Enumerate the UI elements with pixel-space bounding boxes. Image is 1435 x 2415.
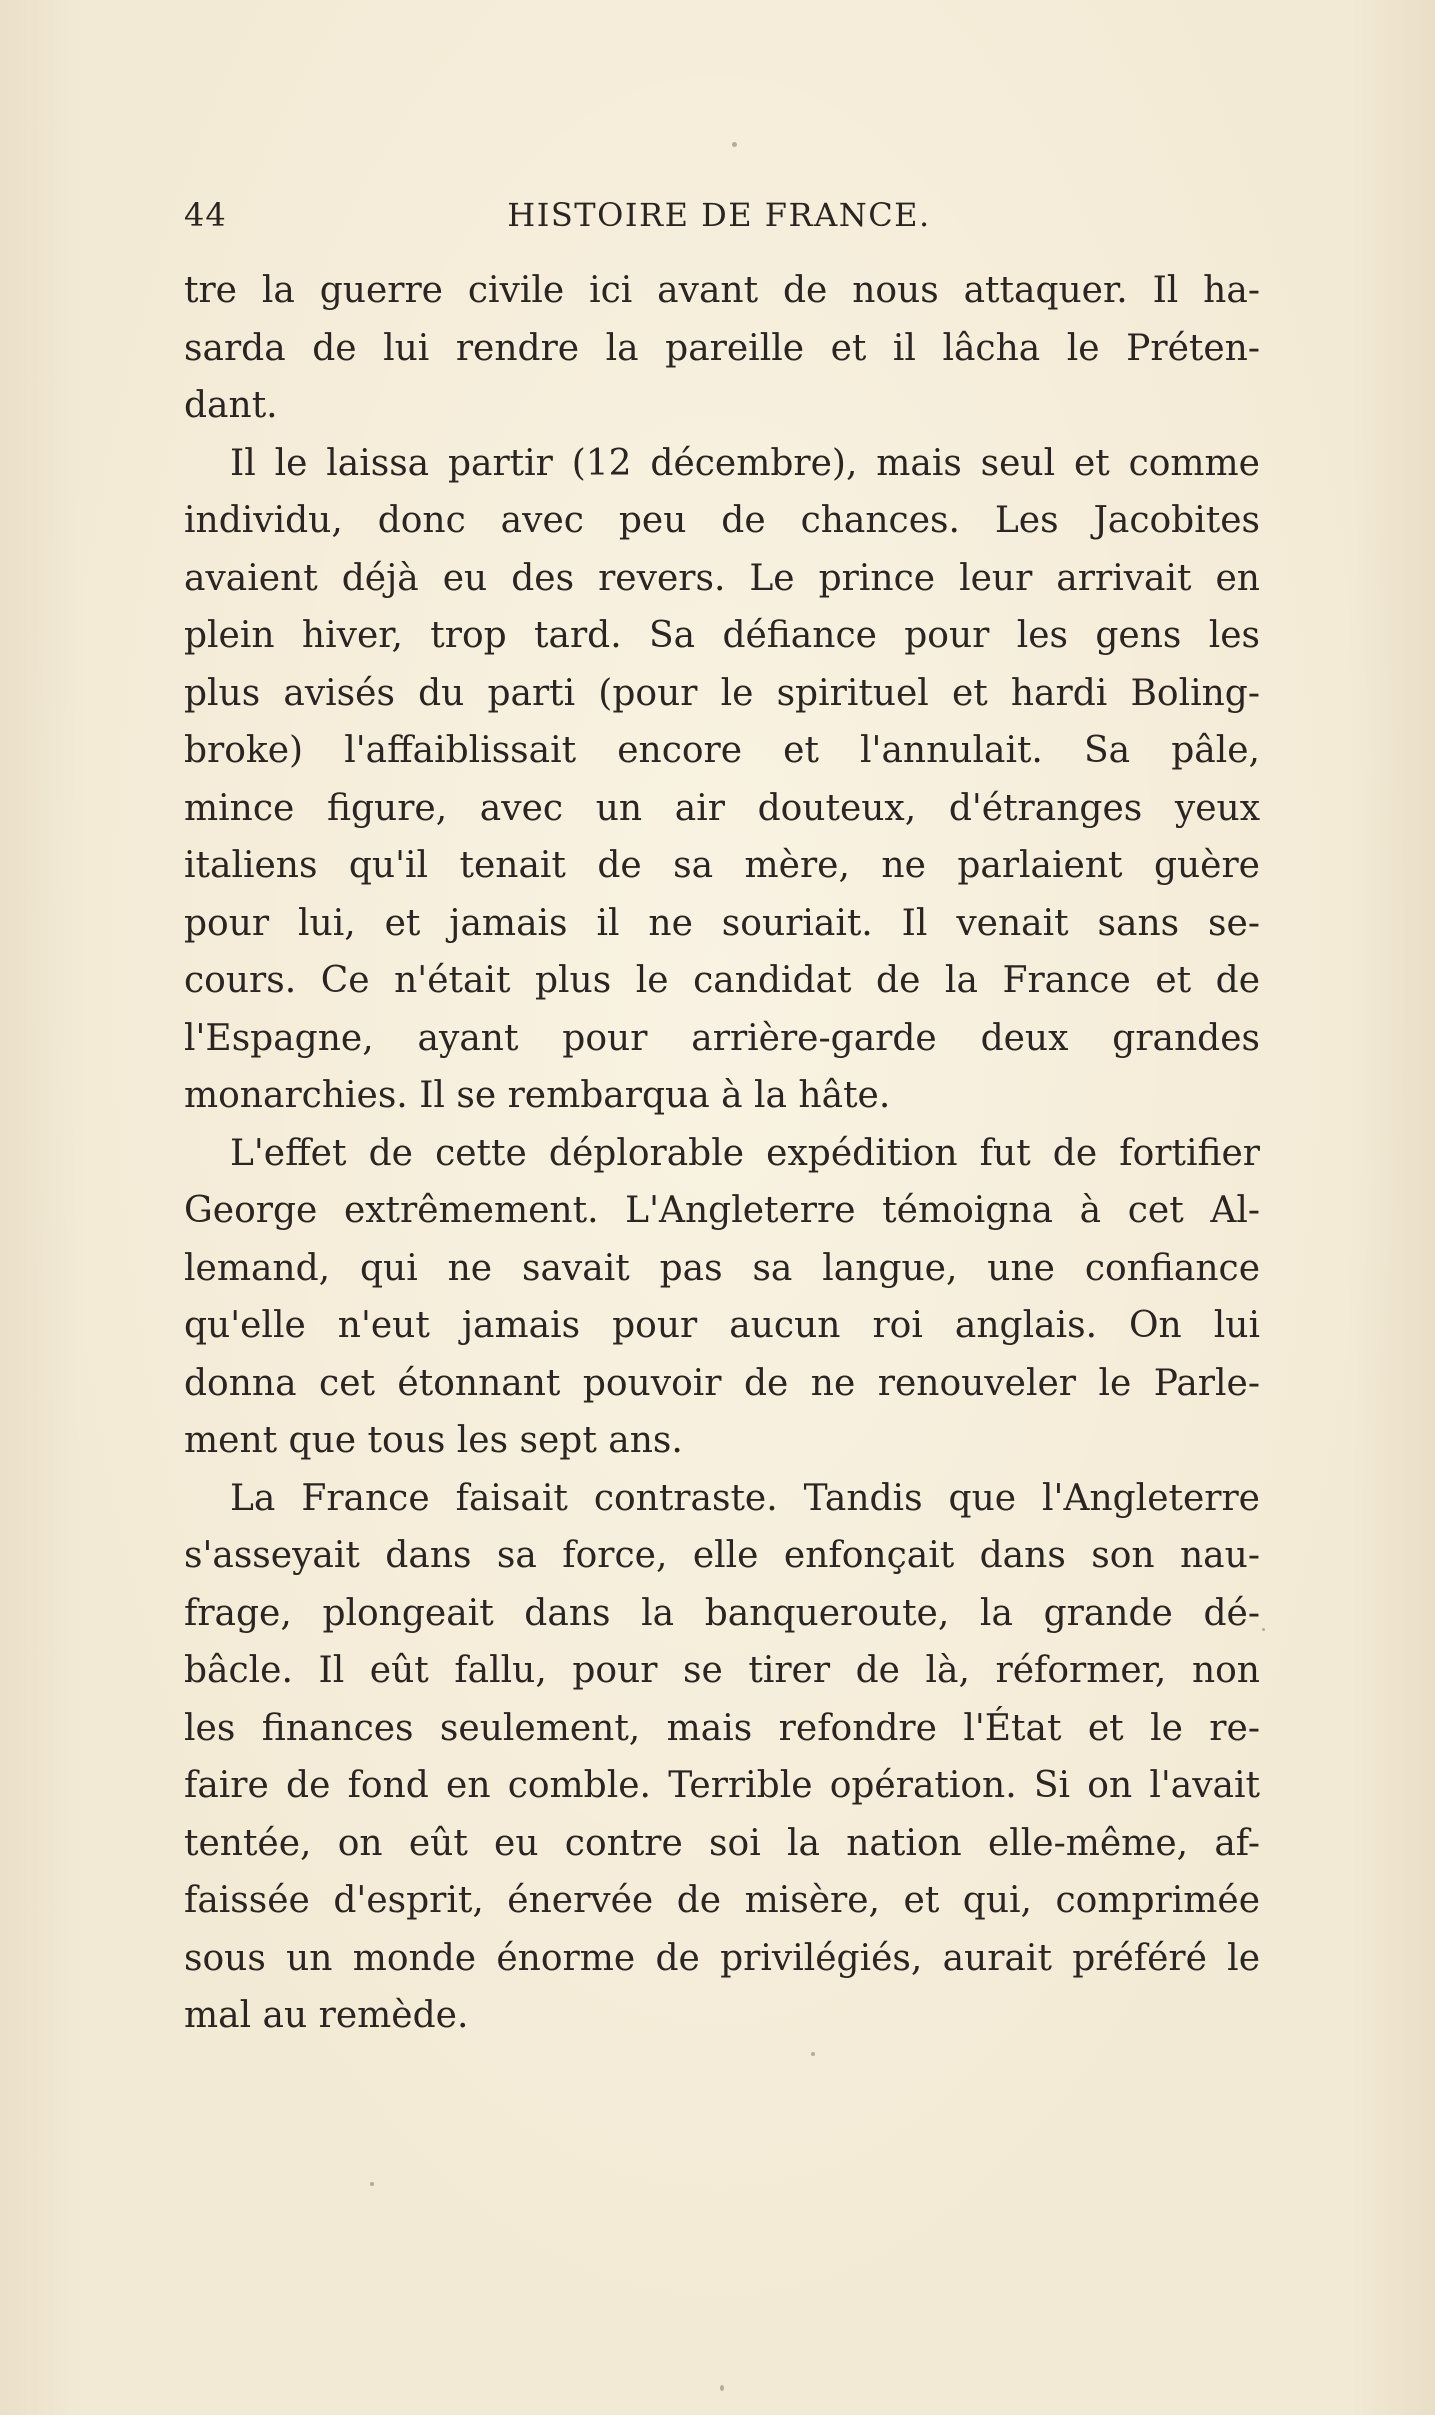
paper-speck <box>732 142 737 147</box>
paragraph-first-line: L'effet de cette déplorable expédition fut de fortifier <box>230 1132 1260 1174</box>
text-line: lemand, qui ne savait pas sa langue, une confiance <box>184 1247 1260 1289</box>
text-line: qu'elle n'eut jamais pour aucun roi anglais. On lui <box>184 1305 1260 1346</box>
running-head <box>184 196 1254 246</box>
text-line: broke) l'affaiblissait encore et l'annulait. Sa pâle, <box>184 730 1260 771</box>
paper-speck <box>1262 1628 1265 1631</box>
text-line: faire de fond en comble. Terrible opération. Si on l'avait <box>184 1765 1260 1806</box>
paper-speck <box>720 2385 724 2391</box>
text-line: pour lui, et jamais il ne souriait. Il venait sans se- <box>184 902 1260 944</box>
text-line: tentée, on eût eu contre soi la nation elle-même, af- <box>184 1822 1260 1864</box>
text-line: mal au remède. <box>184 1995 469 2036</box>
paper-speck <box>370 2182 374 2186</box>
paragraph-first-line: La France faisait contraste. Tandis que l'Angleterre <box>230 1477 1260 1519</box>
body-text <box>184 262 1260 2045</box>
text-line: cours. Ce n'était plus le candidat de la France et de <box>184 960 1260 1001</box>
paragraph-first-line: Il le laissa partir (12 décembre), mais seul et comme <box>230 442 1260 484</box>
text-line: s'asseyait dans sa force, elle enfonçait dans son nau- <box>184 1535 1260 1576</box>
text-line: sarda de lui rendre la pareille et il lâcha le Préten- <box>184 327 1260 369</box>
text-line: italiens qu'il tenait de sa mère, ne parlaient guère <box>184 845 1260 886</box>
page-number: 44 <box>184 196 227 234</box>
text-line: donna cet étonnant pouvoir de ne renouveler le Parle- <box>184 1362 1260 1404</box>
text-line: faissée d'esprit, énervée de misère, et qui, comprimée <box>184 1880 1260 1921</box>
text-line: plein hiver, trop tard. Sa défiance pour les gens les <box>184 615 1260 656</box>
text-line: ment que tous les sept ans. <box>184 1420 683 1461</box>
text-line: tre la guerre civile ici avant de nous attaquer. Il ha- <box>184 270 1260 311</box>
text-line: mince figure, avec un air douteux, d'étranges yeux <box>184 787 1260 829</box>
running-title: HISTOIRE DE FRANCE. <box>507 196 931 234</box>
paper-speck <box>811 2052 815 2056</box>
text-line: l'Espagne, ayant pour arrière-garde deux grandes <box>184 1017 1260 1059</box>
text-line: monarchies. Il se rembarqua à la hâte. <box>184 1075 891 1116</box>
text-line: avaient déjà eu des revers. Le prince leur arrivait en <box>184 557 1260 599</box>
text-line: George extrêmement. L'Angleterre témoigna à cet Al- <box>184 1190 1260 1231</box>
text-line: plus avisés du parti (pour le spirituel et hardi Boling- <box>184 672 1260 714</box>
text-line: bâcle. Il eût fallu, pour se tirer de là, réformer, non <box>184 1650 1260 1691</box>
text-line: dant. <box>184 385 278 426</box>
text-line: frage, plongeait dans la banqueroute, la grande dé- <box>184 1592 1260 1634</box>
text-line: les finances seulement, mais refondre l'État et le re- <box>184 1707 1260 1749</box>
text-line: individu, donc avec peu de chances. Les Jacobites <box>184 500 1260 541</box>
text-line: sous un monde énorme de privilégiés, aurait préféré le <box>184 1937 1260 1979</box>
